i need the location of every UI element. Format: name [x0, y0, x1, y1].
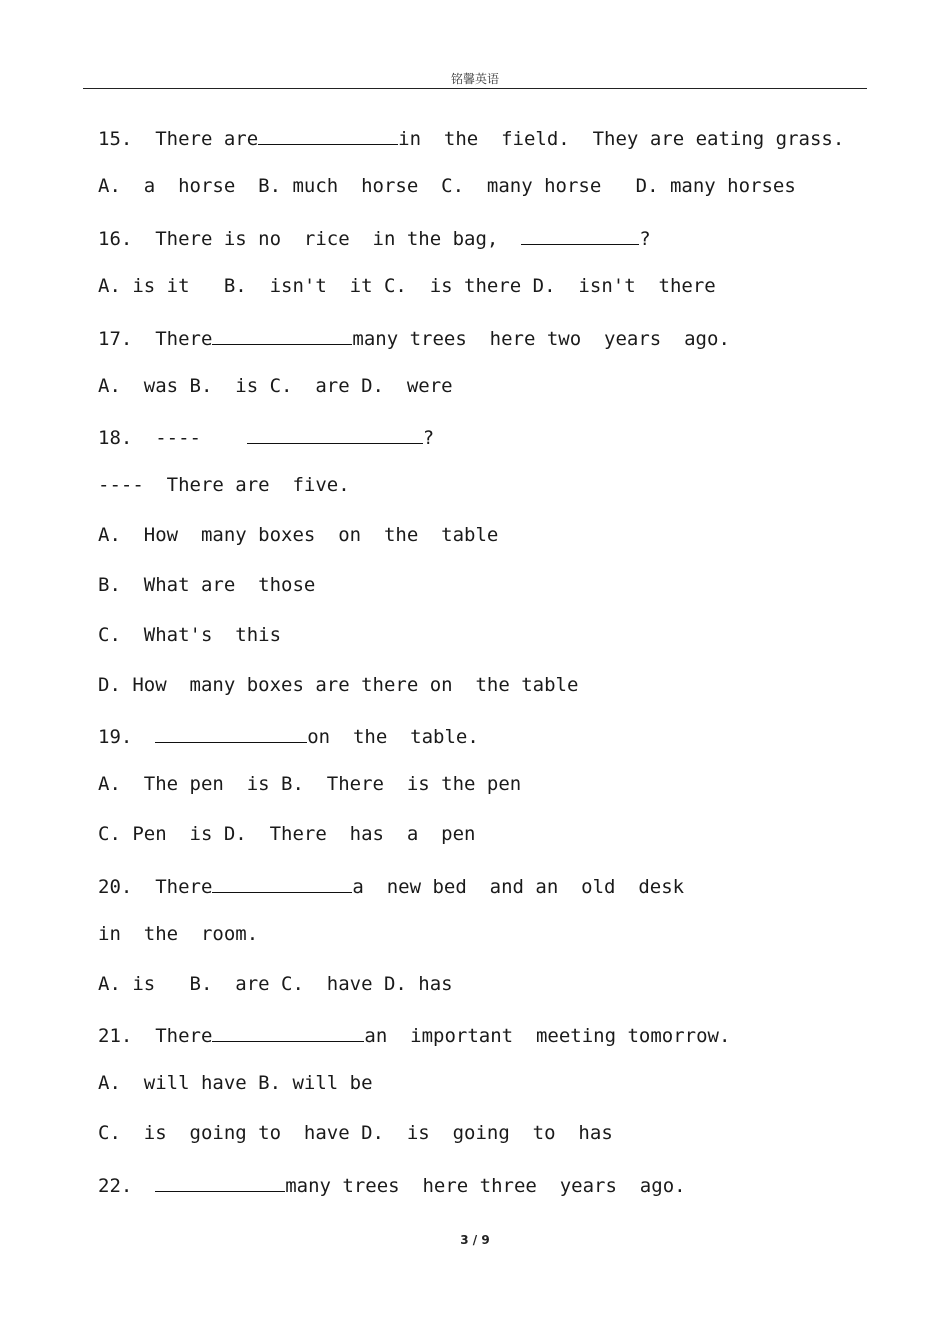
dialogue-answer-18: ---- There are five.	[98, 474, 350, 496]
option-18-c: C. What's this	[98, 624, 282, 646]
question-17	[98, 324, 730, 351]
question-21	[98, 1021, 730, 1048]
options-21-cd: C. is going to have D. is going to has	[98, 1122, 613, 1144]
answer-blank-16	[521, 224, 639, 245]
options-16: A. is it B. isn't it C. is there D. isn't there	[98, 275, 716, 297]
question-20-text: 20. There	[98, 876, 213, 898]
question-19	[98, 722, 479, 749]
header-divider	[83, 88, 867, 89]
answer-blank-20	[212, 872, 352, 893]
question-15	[98, 124, 844, 151]
page-header: 铭馨英语	[450, 72, 499, 86]
question-16	[98, 224, 651, 251]
question-21-text-end: an important meeting tomorrow.	[364, 1025, 731, 1047]
answer-blank-22	[155, 1171, 285, 1192]
options-19-ab: A. The pen is B. There is the pen	[98, 773, 522, 795]
question-17-text: 17. There	[98, 328, 213, 350]
question-18	[98, 423, 434, 450]
question-16-text-end: ?	[639, 228, 651, 250]
question-15-text: 15. There are	[98, 128, 259, 150]
question-22-text: 22.	[98, 1175, 156, 1197]
options-15: A. a horse B. much horse C. many horse D. many horses	[98, 175, 796, 197]
option-18-a: A. How many boxes on the table	[98, 524, 499, 546]
options-17: A. was B. is C. are D. were	[98, 375, 453, 397]
question-22	[98, 1171, 686, 1198]
answer-blank-15	[258, 124, 398, 145]
question-15-text-end: in the field. They are eating grass.	[398, 128, 845, 150]
answer-blank-17	[212, 324, 352, 345]
question-19-text-end: on the table.	[307, 726, 479, 748]
question-20-text-end: a new bed and an old desk	[352, 876, 685, 898]
option-18-d: D. How many boxes are there on the table	[98, 674, 579, 696]
question-18-text-end: ?	[422, 427, 435, 449]
question-22-text-end: many trees here three years ago.	[285, 1175, 686, 1197]
question-20-continued: in the room.	[98, 923, 259, 945]
question-20	[98, 872, 684, 899]
answer-blank-18	[247, 423, 423, 444]
options-19-cd: C. Pen is D. There has a pen	[98, 823, 476, 845]
option-18-b: B. What are those	[98, 574, 316, 596]
question-16-text: 16. There is no rice in the bag,	[98, 228, 522, 250]
answer-blank-21	[212, 1021, 364, 1042]
options-21-ab: A. will have B. will be	[98, 1072, 373, 1094]
page-number: 3 / 9	[460, 1233, 490, 1247]
answer-blank-19	[155, 722, 307, 743]
question-18-text: 18. ----	[98, 427, 247, 449]
question-21-text: 21. There	[98, 1025, 213, 1047]
question-17-text-end: many trees here two years ago.	[352, 328, 730, 350]
question-19-text: 19.	[98, 726, 156, 748]
options-20: A. is B. are C. have D. has	[98, 973, 453, 995]
